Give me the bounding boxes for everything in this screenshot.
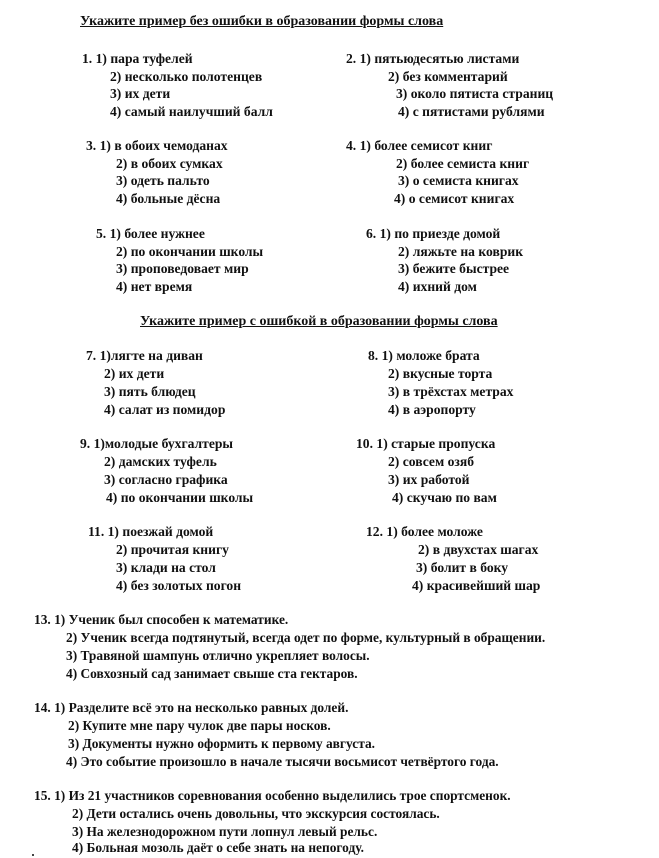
q4-line-2: 2) более семиста книг (396, 156, 530, 171)
q1-line-3: 3) их дети (110, 86, 171, 101)
q9-line-1: 9. 1)молодые бухгалтеры (80, 436, 234, 451)
q6-line-1: 6. 1) по приезде домой (366, 226, 501, 241)
q1-line-4: 4) самый наилучший балл (110, 104, 273, 119)
q9-line-3: 3) согласно графика (104, 472, 228, 487)
q3-line-1: 3. 1) в обоих чемоданах (86, 138, 228, 153)
q15-line-3: 3) На железнодорожном пути лопнул левый рельс. (72, 824, 378, 839)
q7-line-3: 3) пять блюдец (104, 384, 196, 399)
q4-line-3: 3) о семиста книгах (398, 173, 519, 188)
q10-line-1: 10. 1) старые пропуска (356, 436, 496, 451)
q7-line-1: 7. 1)лягте на диван (86, 348, 203, 363)
q11-line-1: 11. 1) поезжай домой (88, 524, 214, 539)
q8-line-3: 3) в трёхстах метрах (388, 384, 514, 399)
q13-line-4: 4) Совхозный сад занимает свыше ста гектаров. (66, 666, 358, 681)
q2-line-3: 3) около пятиста страниц (396, 86, 554, 101)
q10-line-3: 3) их работой (388, 472, 470, 487)
q11-line-4: 4) без золотых погон (116, 578, 242, 593)
heading-no-error: Укажите пример без ошибки в образовании формы слова (80, 14, 444, 29)
q4-line-4: 4) о семисот книгах (394, 191, 515, 206)
q2-line-4: 4) с пятистами рублями (398, 104, 545, 119)
q3-line-2: 2) в обоих сумках (116, 156, 223, 171)
q14-line-1: 14. 1) Разделите всё это на несколько равных долей. (34, 700, 349, 715)
scan-dot (32, 854, 34, 856)
q15-line-2: 2) Дети остались очень довольны, что экскурсия состоялась. (72, 806, 440, 821)
q12-line-1: 12. 1) более моложе (366, 524, 483, 539)
q1-line-1: 1. 1) пара туфелей (82, 51, 193, 66)
q5-line-3: 3) проповедовает мир (116, 261, 249, 276)
q6-line-4: 4) ихний дом (398, 279, 477, 294)
q6-line-3: 3) бежите быстрее (398, 261, 510, 276)
q7-line-4: 4) салат из помидор (104, 402, 226, 417)
q12-line-3: 3) болит в боку (416, 560, 509, 575)
q10-line-2: 2) совсем озяб (388, 454, 475, 469)
q13-line-2: 2) Ученик всегда подтянутый, всегда одет по форме, культурный в обращении. (66, 630, 546, 645)
q3-line-4: 4) больные дёсна (116, 191, 221, 206)
q11-line-3: 3) клади на стол (116, 560, 216, 575)
q5-line-1: 5. 1) более нужнее (96, 226, 205, 241)
q14-line-2: 2) Купите мне пару чулок две пары носков. (68, 718, 331, 733)
q9-line-2: 2) дамских туфель (104, 454, 217, 469)
q11-line-2: 2) прочитая книгу (116, 542, 229, 557)
q2-line-2: 2) без комментарий (388, 69, 508, 84)
q13-line-1: 13. 1) Ученик был способен к математике. (34, 612, 289, 627)
q15-line-1: 15. 1) Из 21 участников соревнования особенно выделились трое спортсменок. (34, 788, 511, 803)
q8-line-1: 8. 1) моложе брата (368, 348, 480, 363)
q7-line-2: 2) их дети (104, 366, 165, 381)
q8-line-2: 2) вкусные торта (388, 366, 493, 381)
q5-line-2: 2) по окончании школы (116, 244, 264, 259)
q12-line-2: 2) в двухстах шагах (418, 542, 539, 557)
q5-line-4: 4) нет время (116, 279, 193, 294)
q2-line-1: 2. 1) пятьюдесятью листами (346, 51, 520, 66)
q15-line-4: 4) Больная мозоль даёт о себе знать на непогоду. (72, 840, 364, 855)
q6-line-2: 2) ляжьте на коврик (398, 244, 524, 259)
q14-line-4: 4) Это событие произошло в начале тысячи восьмисот четвёртого года. (66, 754, 499, 769)
q4-line-1: 4. 1) более семисот книг (346, 138, 493, 153)
q8-line-4: 4) в аэропорту (388, 402, 476, 417)
q3-line-3: 3) одеть пальто (116, 173, 210, 188)
q13-line-3: 3) Травяной шампунь отлично укрепляет волосы. (66, 648, 370, 663)
q12-line-4: 4) красивейший шар (412, 578, 541, 593)
q10-line-4: 4) скучаю по вам (392, 490, 497, 505)
q14-line-3: 3) Документы нужно оформить к первому августа. (68, 736, 375, 751)
q9-line-4: 4) по окончании школы (106, 490, 254, 505)
heading-with-error: Укажите пример с ошибкой в образовании формы слова (140, 314, 498, 329)
q1-line-2: 2) несколько полотенцев (110, 69, 263, 84)
